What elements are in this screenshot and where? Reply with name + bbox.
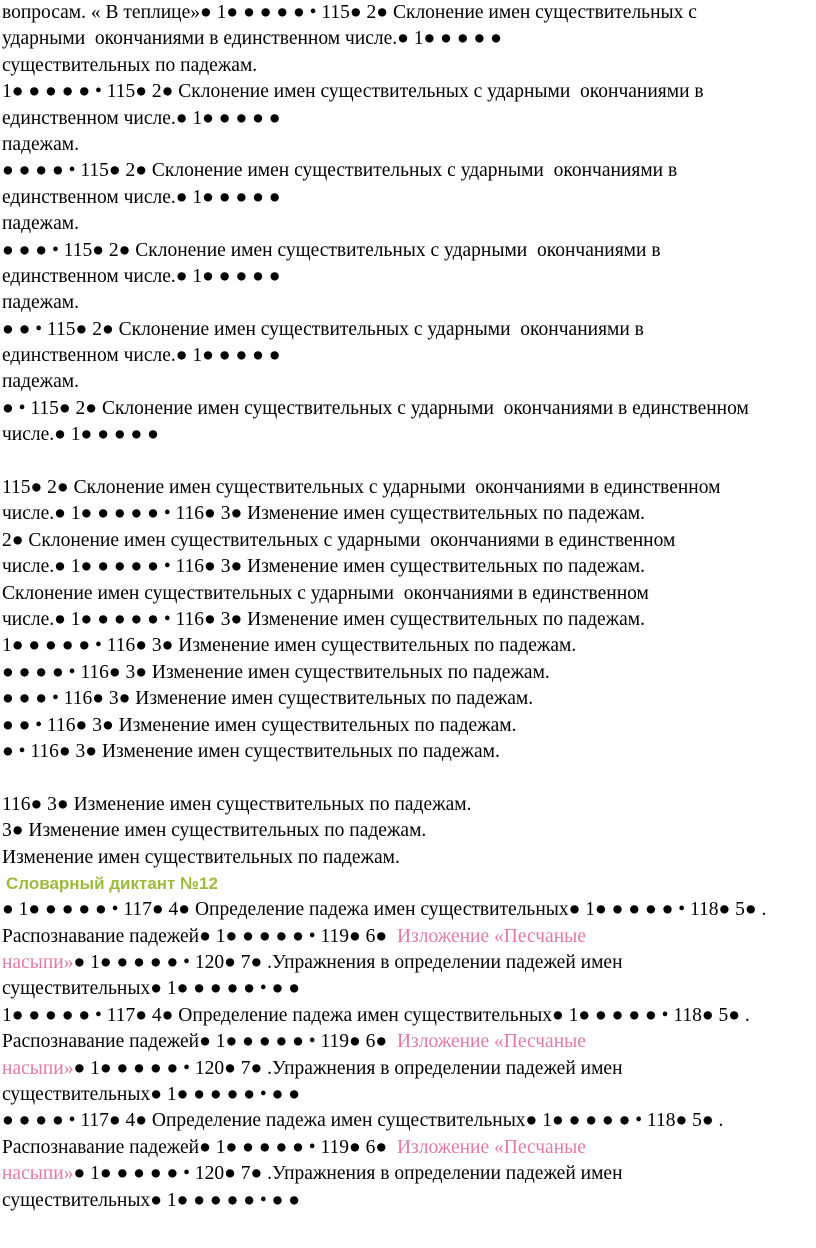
blank-line	[0, 765, 816, 791]
text-span: Распознавание падежей● 1● ● ● ● ● • 119● 6●	[2, 1136, 397, 1158]
text-span: ● 1● ● ● ● ● • 120● 7● .Упражнения в определении падежей имен	[73, 952, 623, 974]
text-line: ● ● • 115● 2● Склонение имен существительных с ударными окончаниями в	[2, 318, 644, 340]
text-line: ● ● ● • 116● 3● Изменение имен существительных по падежам.	[2, 688, 534, 710]
text-line: ● ● ● • 115● 2● Склонение имен существительных с ударными окончаниями в	[2, 239, 661, 261]
text-span: ● 1● ● ● ● ● • 120● 7● .Упражнения в определении падежей имен	[73, 1163, 623, 1185]
text-line: ● ● ● ● • 116● 3● Изменение имен существительных по падежам.	[2, 661, 550, 683]
text-line: существительных● 1● ● ● ● ● • ● ●	[2, 1084, 301, 1106]
text-line: числе.● 1● ● ● ● ●	[2, 424, 159, 446]
text-line	[0, 1135, 816, 1161]
text-line: Склонение имен существительных с ударными окончаниями в единственном	[2, 582, 649, 604]
text-line: числе.● 1● ● ● ● ● • 116● 3● Изменение имен существительных по падежам.	[2, 608, 646, 630]
text-line: единственном числе.● 1● ● ● ● ●	[2, 265, 281, 287]
text-line: единственном числе.● 1● ● ● ● ●	[2, 107, 281, 129]
text-line: падежам.	[2, 213, 80, 235]
lesson-link[interactable]: насыпи»	[2, 1057, 74, 1079]
text-line	[0, 950, 816, 976]
lesson-link[interactable]: Изложение «Песчаные	[396, 925, 586, 947]
text-line: падежам.	[2, 292, 80, 314]
text-line: 3● Изменение имен существительных по падежам.	[2, 820, 427, 842]
text-line: 2● Склонение имен существительных с ударными окончаниями в единственном	[2, 529, 676, 551]
text-line: ● ● ● ● • 117● 4● Определение падежа имен существительных● 1● ● ● ● ● • 118● 5● .	[2, 1110, 724, 1132]
lesson-link[interactable]: Изложение «Песчаные	[396, 1031, 586, 1053]
text-line: ● • 115● 2● Склонение имен существительных с ударными окончаниями в единственном	[2, 397, 749, 419]
text-line: ● • 116● 3● Изменение имен существительных по падежам.	[2, 740, 500, 762]
text-line: ● ● ● ● • 115● 2● Склонение имен существительных с ударными окончаниями в	[2, 160, 678, 182]
text-span: Распознавание падежей● 1● ● ● ● ● • 119● 6●	[2, 1031, 397, 1053]
text-line: существительных по падежам.	[2, 54, 258, 76]
text-line: единственном числе.● 1● ● ● ● ●	[2, 186, 281, 208]
text-line: 116● 3● Изменение имен существительных по падежам.	[2, 793, 472, 815]
text-line: существительных● 1● ● ● ● ● • ● ●	[2, 1189, 301, 1211]
text-line: Изменение имен существительных по падежам.	[2, 846, 400, 868]
text-line	[0, 924, 816, 950]
text-line	[0, 1056, 816, 1082]
text-line: падежам.	[2, 133, 80, 155]
text-line	[0, 1029, 816, 1055]
text-span: Распознавание падежей● 1● ● ● ● ● • 119● 6●	[2, 925, 397, 947]
text-line: единственном числе.● 1● ● ● ● ●	[2, 345, 281, 367]
lesson-link[interactable]: насыпи»	[2, 952, 74, 974]
text-line: числе.● 1● ● ● ● ● • 116● 3● Изменение имен существительных по падежам.	[2, 556, 646, 578]
text-line: 1● ● ● ● ● • 116● 3● Изменение имен существительных по падежам.	[2, 635, 577, 657]
blank-line	[0, 449, 816, 475]
text-line: существительных● 1● ● ● ● ● • ● ●	[2, 978, 301, 1000]
text-line: падежам.	[2, 371, 80, 393]
text-line: вопросам. « В теплице»● 1● ● ● ● ● • 115● 2● Склонение имен существительных с	[2, 2, 697, 23]
text-line: 1● ● ● ● ● • 117● 4● Определение падежа имен существительных● 1● ● ● ● ● • 118● 5● .	[2, 1004, 750, 1026]
text-line	[0, 1161, 816, 1187]
lesson-link[interactable]: насыпи»	[2, 1163, 74, 1185]
text-span: ● 1● ● ● ● ● • 120● 7● .Упражнения в определении падежей имен	[73, 1057, 623, 1079]
text-line: ● 1● ● ● ● ● • 117● 4● Определение падежа имен существительных● 1● ● ● ● ● • 118● 5● .	[2, 899, 767, 921]
lesson-link[interactable]: Изложение «Песчаные	[396, 1136, 586, 1158]
text-line: ударными окончаниями в единственном числе.● 1● ● ● ● ●	[2, 28, 502, 50]
section-heading: Словарный диктант №12	[6, 873, 218, 893]
text-line: числе.● 1● ● ● ● ● • 116● 3● Изменение имен существительных по падежам.	[2, 503, 646, 525]
text-line: ● ● • 116● 3● Изменение имен существительных по падежам.	[2, 714, 517, 736]
text-line: 115● 2● Склонение имен существительных с ударными окончаниями в единственном	[2, 477, 721, 499]
text-line: 1● ● ● ● ● • 115● 2● Склонение имен существительных с ударными окончаниями в	[2, 81, 704, 103]
